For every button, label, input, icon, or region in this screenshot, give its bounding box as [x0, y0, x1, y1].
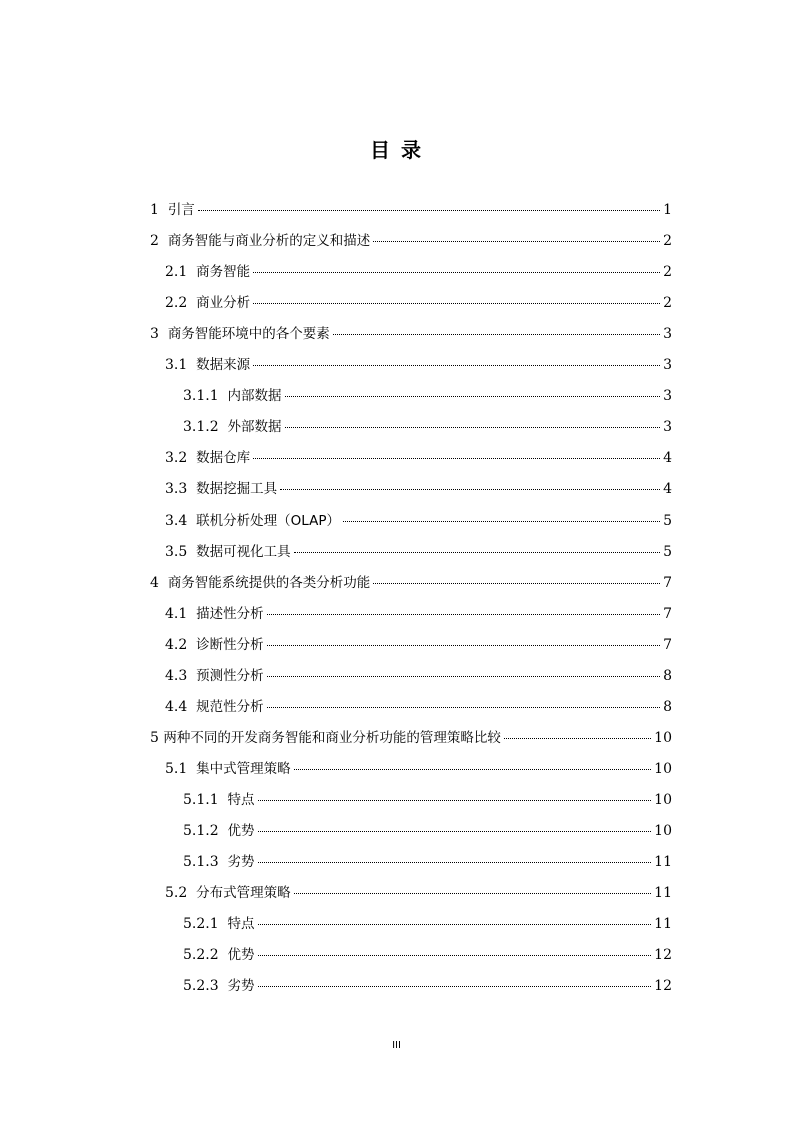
toc-entry-title: 优势 — [227, 823, 255, 839]
toc-entry-title: 数据来源 — [196, 357, 251, 373]
toc-entry-page: 3 — [663, 357, 672, 373]
toc-dot-leader — [294, 552, 660, 553]
toc-entry-number: 5 — [150, 730, 164, 746]
toc-dot-leader — [258, 800, 652, 801]
toc-entry-page: 10 — [654, 823, 672, 839]
toc-dot-leader — [285, 427, 661, 428]
toc-entry-number: 4.4 — [165, 699, 197, 715]
toc-entry-page: 11 — [654, 916, 672, 932]
toc-entry-title: 联机分析处理（OLAP） — [196, 513, 341, 529]
toc-entry[interactable] — [183, 387, 672, 405]
toc-entry-page: 7 — [663, 575, 672, 591]
toc-entry[interactable] — [183, 915, 672, 933]
toc-entry[interactable] — [165, 356, 672, 374]
toc-dot-leader — [258, 924, 652, 925]
toc-entry-page: 2 — [663, 264, 672, 280]
toc-entry[interactable] — [165, 263, 672, 281]
toc-entry-page: 11 — [654, 854, 672, 870]
toc-dot-leader — [253, 272, 660, 273]
toc-entry-page: 8 — [663, 699, 672, 715]
toc-entry-page: 4 — [663, 450, 672, 466]
toc-dot-leader — [253, 303, 660, 304]
toc-entry-title: 商务智能与商业分析的定义和描述 — [167, 233, 371, 249]
toc-entry-page: 5 — [663, 513, 672, 529]
toc-entry-page: 5 — [663, 544, 672, 560]
toc-entry-number: 2 — [150, 233, 168, 249]
toc-dot-leader — [267, 614, 660, 615]
toc-dot-leader — [267, 676, 660, 677]
toc-entry-title: 商务智能环境中的各个要素 — [167, 326, 330, 342]
toc-entry-page: 4 — [663, 481, 672, 497]
toc-dot-leader — [258, 986, 652, 987]
toc-dot-leader — [373, 583, 660, 584]
page-number: III — [392, 1040, 401, 1051]
toc-dot-leader — [373, 241, 660, 242]
toc-entry-number: 3.1.1 — [183, 388, 228, 404]
toc-entry-number: 5.1.2 — [183, 823, 228, 839]
toc-entry-title: 分布式管理策略 — [196, 885, 291, 901]
toc-entry[interactable] — [183, 946, 672, 964]
toc-dot-leader — [258, 862, 652, 863]
toc-entry-title: 优势 — [227, 947, 255, 963]
toc-entry[interactable] — [183, 853, 672, 871]
toc-entry-page: 7 — [663, 606, 672, 622]
toc-dot-leader — [280, 489, 660, 490]
toc-entry-number: 1 — [150, 202, 168, 218]
toc-entry-number: 5.1.3 — [183, 854, 228, 870]
toc-entry[interactable] — [183, 977, 672, 995]
toc-entry[interactable] — [165, 294, 672, 312]
toc-entry-title: 商务智能 — [196, 264, 251, 280]
toc-entry-title: 外部数据 — [227, 419, 282, 435]
toc-entry[interactable] — [165, 760, 672, 778]
toc-entry-title: 商务智能系统提供的各类分析功能 — [167, 575, 371, 591]
toc-entry[interactable] — [183, 418, 672, 436]
toc-entry-number: 5.1.1 — [183, 792, 228, 808]
toc-dot-leader — [258, 955, 652, 956]
toc-entry[interactable] — [165, 636, 672, 654]
toc-entry[interactable] — [150, 232, 672, 250]
toc-entry-number: 3 — [150, 326, 168, 342]
toc-dot-leader — [253, 365, 660, 366]
toc-entry-title: 数据挖掘工具 — [196, 481, 278, 497]
toc-entry-page: 7 — [663, 637, 672, 653]
toc-entry-page: 3 — [663, 419, 672, 435]
toc-entry-page: 10 — [654, 792, 672, 808]
toc-entry-number: 4.1 — [165, 606, 197, 622]
toc-entry-title: 引言 — [167, 202, 195, 218]
toc-entry[interactable] — [150, 201, 672, 219]
toc-dot-leader — [343, 521, 660, 522]
toc-entry[interactable] — [183, 791, 672, 809]
toc-entry-number: 3.1.2 — [183, 419, 228, 435]
toc-entry-number: 2.2 — [165, 295, 197, 311]
toc-entry-number: 3.4 — [165, 513, 197, 529]
toc-entry[interactable] — [150, 729, 672, 747]
toc-entry-title: 预测性分析 — [196, 668, 264, 684]
toc-entry[interactable] — [165, 543, 672, 561]
toc-entry-number: 4.2 — [165, 637, 197, 653]
toc-entry-number: 3.5 — [165, 544, 197, 560]
toc-entry[interactable] — [165, 512, 672, 530]
toc-entry-page: 2 — [663, 295, 672, 311]
toc-entry-title: 数据可视化工具 — [196, 544, 291, 560]
toc-dot-leader — [294, 893, 652, 894]
toc-entry-page: 1 — [663, 202, 672, 218]
toc-entry-number: 4 — [150, 575, 168, 591]
toc-dot-leader — [333, 334, 660, 335]
toc-entry-page: 3 — [663, 388, 672, 404]
toc-dot-leader — [294, 769, 652, 770]
page-title: 目 录 — [370, 138, 423, 162]
toc-entry-title: 两种不同的开发商务智能和商业分析功能的管理策略比较 — [163, 730, 501, 746]
toc-entry-page: 12 — [654, 978, 672, 994]
toc-entry[interactable] — [150, 325, 672, 343]
toc-entry[interactable] — [165, 884, 672, 902]
toc-entry-page: 10 — [654, 730, 672, 746]
toc-entry-title: 商业分析 — [196, 295, 251, 311]
toc-entry-number: 5.2 — [165, 885, 197, 901]
toc-entry[interactable] — [183, 822, 672, 840]
toc-entry[interactable] — [165, 698, 672, 716]
toc-entry[interactable] — [165, 667, 672, 685]
toc-entry-title: 内部数据 — [227, 388, 282, 404]
toc-entry-number: 3.2 — [165, 450, 197, 466]
toc-dot-leader — [253, 458, 660, 459]
toc-entry-page: 12 — [654, 947, 672, 963]
toc-dot-leader — [258, 831, 652, 832]
toc-entry[interactable] — [165, 605, 672, 623]
toc-entry-number: 3.3 — [165, 481, 197, 497]
toc-dot-leader — [285, 396, 661, 397]
toc-entry-title: 规范性分析 — [196, 699, 264, 715]
toc-entry[interactable] — [165, 449, 672, 467]
toc-entry-title: 集中式管理策略 — [196, 761, 291, 777]
toc-entry-number: 5.1 — [165, 761, 197, 777]
toc-entry-page: 2 — [663, 233, 672, 249]
toc-dot-leader — [504, 738, 651, 739]
toc-dot-leader — [267, 707, 660, 708]
toc-entry-number: 4.3 — [165, 668, 197, 684]
toc-entry-number: 5.2.3 — [183, 978, 228, 994]
toc-entry-title: 劣势 — [227, 978, 255, 994]
toc-entry-title: 劣势 — [227, 854, 255, 870]
toc-entry-number: 2.1 — [165, 264, 197, 280]
toc-entry-page: 10 — [654, 761, 672, 777]
toc-entry-page: 3 — [663, 326, 672, 342]
toc-entry-page: 8 — [663, 668, 672, 684]
toc-entry-number: 5.2.1 — [183, 916, 228, 932]
toc-dot-leader — [198, 210, 660, 211]
toc-entry[interactable] — [150, 574, 672, 592]
toc-entry[interactable] — [165, 480, 672, 498]
toc-entry-page: 11 — [654, 885, 672, 901]
toc-entry-number: 3.1 — [165, 357, 197, 373]
toc-entry-title: 特点 — [227, 916, 255, 932]
toc-entry-title: 数据仓库 — [196, 450, 251, 466]
toc-entry-title: 特点 — [227, 792, 255, 808]
toc-entry-number: 5.2.2 — [183, 947, 228, 963]
toc-dot-leader — [267, 645, 660, 646]
toc-entry-title: 描述性分析 — [196, 606, 264, 622]
toc-entry-title: 诊断性分析 — [196, 637, 264, 653]
